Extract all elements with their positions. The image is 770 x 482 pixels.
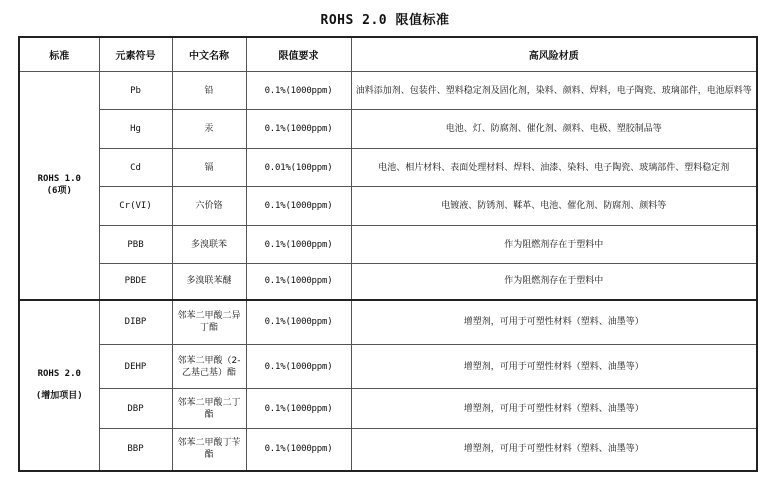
- high-risk-cell: 作为阻燃剂存在于塑料中: [351, 226, 757, 264]
- high-risk-cell: 作为阻燃剂存在于塑料中: [351, 264, 757, 300]
- table-row: [19, 110, 757, 149]
- chinese-name-cell: 邻苯二甲酸二异丁酯: [172, 300, 246, 345]
- symbol-cell: BBP: [99, 429, 172, 471]
- header-standard: 标准: [19, 37, 99, 72]
- chinese-name-cell: 邻苯二甲酸二丁酯: [172, 389, 246, 429]
- high-risk-cell: 增塑剂，可用于可塑性材料（塑料、油墨等）: [351, 389, 757, 429]
- symbol-cell: PBB: [99, 226, 172, 264]
- chinese-name-cell: 多溴联苯醚: [172, 264, 246, 300]
- table-row: [19, 264, 757, 300]
- chinese-name-cell: 多溴联苯: [172, 226, 246, 264]
- table-row: [19, 226, 757, 264]
- high-risk-cell: 增塑剂，可用于可塑性材料（塑料、油墨等）: [351, 300, 757, 345]
- symbol-cell: PBDE: [99, 264, 172, 300]
- standard-sublabel: (6项): [46, 186, 72, 197]
- standard-cell-rohs1: [19, 72, 99, 300]
- chinese-name-cell: 铅: [172, 72, 246, 110]
- table-row: [19, 389, 757, 429]
- limit-cell: 0.01%(100ppm): [246, 149, 351, 187]
- chinese-name-cell: 六价铬: [172, 187, 246, 226]
- standard-cell-rohs2: [19, 300, 99, 471]
- symbol-cell: DEHP: [99, 345, 172, 389]
- table-row: [19, 187, 757, 226]
- standard-sublabel: (增加项目): [35, 391, 83, 401]
- limit-cell: 0.1%(1000ppm): [246, 264, 351, 300]
- limit-cell: 0.1%(1000ppm): [246, 187, 351, 226]
- limit-cell: 0.1%(1000ppm): [246, 429, 351, 471]
- limit-cell: 0.1%(1000ppm): [246, 110, 351, 149]
- high-risk-cell: 油料添加剂、包装件、塑料稳定剂及固化剂，染料、颜料、焊料，电子陶瓷、玻璃部件，电池原料等: [351, 72, 757, 110]
- chinese-name-cell: 汞: [172, 110, 246, 149]
- symbol-cell: Pb: [99, 72, 172, 110]
- symbol-cell: Hg: [99, 110, 172, 149]
- standard-label: ROHS 2.0: [37, 369, 81, 379]
- high-risk-cell: 增塑剂，可用于可塑性材料（塑料、油墨等）: [351, 345, 757, 389]
- page-title: ROHS 2.0 限值标准: [320, 13, 450, 28]
- symbol-cell: DBP: [99, 389, 172, 429]
- header-chinese-name: 中文名称: [172, 37, 246, 72]
- symbol-cell: Cr(VI): [99, 187, 172, 226]
- rohs-limit-table: [18, 36, 758, 472]
- limit-cell: 0.1%(1000ppm): [246, 345, 351, 389]
- header-limit: 限值要求: [246, 37, 351, 72]
- table-row: [19, 300, 757, 345]
- high-risk-cell: 电镀液、防锈剂、鞣革、电池、催化剂、防腐剂、颜料等: [351, 187, 757, 226]
- table-row: [19, 149, 757, 187]
- table-header-row: [19, 37, 757, 72]
- header-symbol: 元素符号: [99, 37, 172, 72]
- limit-cell: 0.1%(1000ppm): [246, 389, 351, 429]
- limit-cell: 0.1%(1000ppm): [246, 226, 351, 264]
- limit-cell: 0.1%(1000ppm): [246, 300, 351, 345]
- standard-label: ROHS 1.0: [37, 174, 81, 185]
- header-high-risk: 高风险材质: [351, 37, 757, 72]
- high-risk-cell: 增塑剂，可用于可塑性材料（塑料、油墨等）: [351, 429, 757, 471]
- chinese-name-cell: 邻苯二甲酸（2-乙基己基）酯: [172, 345, 246, 389]
- table-row: [19, 72, 757, 110]
- symbol-cell: Cd: [99, 149, 172, 187]
- symbol-cell: DIBP: [99, 300, 172, 345]
- chinese-name-cell: 邻苯二甲酸丁苄酯: [172, 429, 246, 471]
- table-row: [19, 429, 757, 471]
- limit-cell: 0.1%(1000ppm): [246, 72, 351, 110]
- high-risk-cell: 电池、相片材料、表面处理材料、焊料、油漆、染料、电子陶瓷、玻璃部件、塑料稳定剂: [351, 149, 757, 187]
- high-risk-cell: 电池、灯、防腐剂、催化剂、颜料、电极、塑胶制品等: [351, 110, 757, 149]
- chinese-name-cell: 镉: [172, 149, 246, 187]
- table-row: [19, 345, 757, 389]
